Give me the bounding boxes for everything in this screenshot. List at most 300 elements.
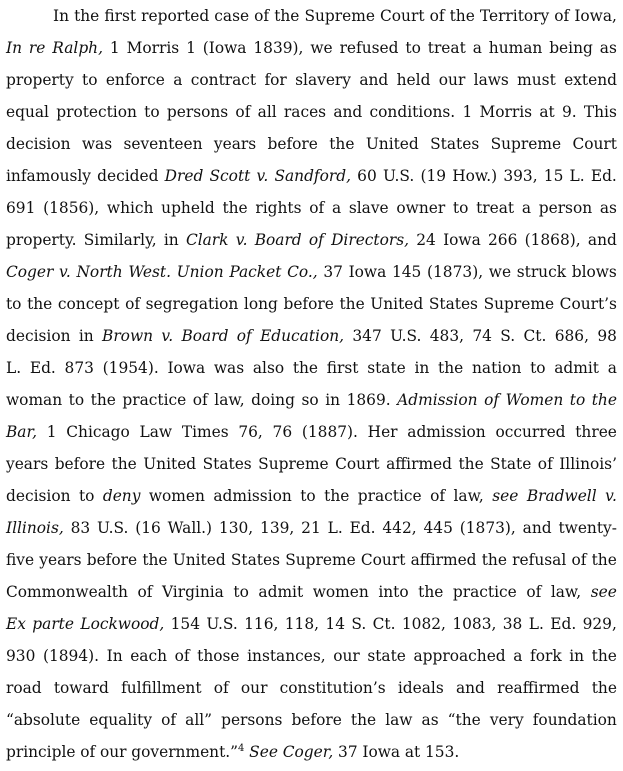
word: law bbox=[385, 711, 413, 729]
text-line bbox=[6, 160, 617, 192]
opinion-paragraph bbox=[6, 0, 617, 768]
word: contract bbox=[190, 71, 257, 89]
word: 116, bbox=[244, 615, 279, 633]
word: equality bbox=[89, 711, 153, 729]
word: protection bbox=[56, 103, 137, 121]
word: 930 bbox=[6, 647, 36, 665]
word: laws bbox=[473, 71, 509, 89]
word: reported bbox=[141, 7, 210, 25]
word: Virginia bbox=[161, 583, 224, 601]
word: Wall.) bbox=[167, 519, 213, 537]
word: Directors, bbox=[331, 231, 410, 249]
word: equal bbox=[6, 103, 49, 121]
word: the bbox=[339, 295, 365, 313]
word: 483, bbox=[429, 327, 465, 345]
word: the bbox=[329, 135, 355, 153]
word: Court bbox=[335, 455, 380, 473]
word: the bbox=[481, 551, 507, 569]
word: L. bbox=[327, 519, 343, 537]
word: ideals bbox=[397, 679, 444, 697]
word: Scott bbox=[209, 167, 251, 185]
text-line bbox=[6, 640, 617, 672]
word: Union bbox=[176, 263, 224, 281]
word: L. bbox=[6, 359, 22, 377]
word: West. bbox=[128, 263, 171, 281]
word: the bbox=[449, 7, 475, 25]
word: the bbox=[111, 455, 137, 473]
word: we bbox=[488, 263, 512, 281]
word: 83 bbox=[70, 519, 91, 537]
word: affirmed bbox=[410, 551, 477, 569]
word: long bbox=[243, 295, 278, 313]
word: owner bbox=[396, 199, 446, 217]
word: years bbox=[213, 135, 257, 153]
text-line bbox=[6, 64, 617, 96]
word: practice bbox=[452, 583, 517, 601]
word: and bbox=[333, 103, 363, 121]
word: woman bbox=[6, 391, 63, 409]
word: 1 bbox=[109, 39, 120, 57]
word: a bbox=[521, 199, 532, 217]
word: to bbox=[452, 199, 469, 217]
word: Territory bbox=[479, 7, 550, 25]
word: 347 bbox=[352, 327, 382, 345]
word: Court’s bbox=[559, 295, 617, 313]
word: the bbox=[274, 7, 300, 25]
word: practice bbox=[122, 391, 187, 409]
word: very bbox=[489, 711, 524, 729]
word: slave bbox=[348, 199, 389, 217]
word: U.S. bbox=[206, 615, 238, 633]
word: of bbox=[235, 103, 251, 121]
word: concept bbox=[57, 295, 120, 313]
word: of bbox=[161, 711, 177, 729]
word: Iowa bbox=[348, 263, 387, 281]
word: in bbox=[414, 359, 430, 377]
word: nation bbox=[471, 359, 522, 377]
word: slavery bbox=[295, 71, 351, 89]
word: See bbox=[249, 743, 278, 761]
word: Lockwood, bbox=[80, 615, 165, 633]
word: Morris bbox=[126, 39, 180, 57]
word: of bbox=[309, 199, 325, 217]
word: persons bbox=[166, 103, 229, 121]
word: first bbox=[104, 7, 137, 25]
text-line bbox=[6, 736, 617, 768]
word: (1954). bbox=[102, 359, 159, 377]
word: of bbox=[430, 487, 446, 505]
word: to bbox=[6, 295, 22, 313]
text-line bbox=[6, 32, 617, 64]
word: 1 bbox=[46, 423, 57, 441]
word: In bbox=[53, 7, 69, 25]
word: refused bbox=[339, 39, 399, 57]
word: Supreme bbox=[258, 455, 329, 473]
word: those bbox=[197, 647, 240, 665]
word: segregation bbox=[145, 295, 239, 313]
word: our bbox=[333, 647, 360, 665]
word: we bbox=[310, 39, 333, 57]
word: 686, bbox=[554, 327, 589, 345]
text-line bbox=[6, 0, 617, 32]
word: seventeen bbox=[123, 135, 203, 153]
word: must bbox=[517, 71, 556, 89]
text-line bbox=[6, 288, 617, 320]
word: case bbox=[214, 7, 250, 25]
word: also bbox=[252, 359, 285, 377]
word: five bbox=[6, 551, 35, 569]
word: 139, bbox=[260, 519, 295, 537]
word: each bbox=[130, 647, 168, 665]
word: (1868), bbox=[524, 231, 581, 249]
word: before bbox=[283, 295, 334, 313]
word: before bbox=[267, 135, 318, 153]
text-line bbox=[6, 320, 617, 352]
word: road bbox=[6, 679, 42, 697]
word: Iowa bbox=[167, 359, 206, 377]
word: in bbox=[163, 231, 179, 249]
word: races bbox=[283, 103, 327, 121]
word: Similarly, bbox=[83, 231, 157, 249]
text-line bbox=[6, 96, 617, 128]
word: of bbox=[137, 583, 153, 601]
word: of bbox=[80, 743, 96, 761]
word: law, bbox=[550, 583, 582, 601]
word: Her bbox=[367, 423, 398, 441]
text-line bbox=[6, 192, 617, 224]
word: years bbox=[6, 455, 49, 473]
footnote-reference: 4 bbox=[238, 742, 245, 754]
word: approached bbox=[413, 647, 506, 665]
word: the bbox=[74, 7, 100, 25]
text-line bbox=[6, 512, 617, 544]
word: (1887). bbox=[301, 423, 358, 441]
word: Brown bbox=[102, 327, 154, 345]
word: our bbox=[99, 743, 127, 761]
word: fork bbox=[530, 647, 562, 665]
word: of bbox=[174, 647, 190, 665]
word: decided bbox=[97, 167, 159, 185]
word: the bbox=[350, 711, 377, 729]
word: the bbox=[458, 455, 484, 473]
word: United bbox=[143, 455, 197, 473]
word: 691 bbox=[6, 199, 36, 217]
word: Iowa, bbox=[574, 7, 617, 25]
word: state bbox=[367, 647, 406, 665]
word: Law bbox=[139, 423, 173, 441]
word: first bbox=[326, 359, 359, 377]
word: rights bbox=[255, 199, 302, 217]
word: foundation bbox=[532, 711, 617, 729]
word: 60 bbox=[357, 167, 377, 185]
word: was bbox=[81, 135, 113, 153]
word: at bbox=[539, 103, 555, 121]
word: person bbox=[538, 199, 593, 217]
word: of bbox=[236, 327, 252, 345]
text-line bbox=[6, 448, 617, 480]
word: 1 bbox=[462, 103, 473, 121]
word: 442, bbox=[382, 519, 417, 537]
word: 24 bbox=[416, 231, 436, 249]
word: (16 bbox=[135, 519, 161, 537]
word: Court bbox=[572, 135, 617, 153]
word: the bbox=[438, 359, 464, 377]
word: Illinois, bbox=[6, 519, 64, 537]
word: Iowa bbox=[362, 743, 401, 761]
word: 98 bbox=[597, 327, 617, 345]
word: “absolute bbox=[6, 711, 81, 729]
word: (1873), bbox=[459, 519, 516, 537]
word: to bbox=[144, 103, 160, 121]
word: 1082, bbox=[401, 615, 446, 633]
word: Supreme bbox=[483, 295, 555, 313]
word: Board bbox=[254, 231, 302, 249]
word: extend bbox=[564, 71, 617, 89]
word: 76 bbox=[272, 423, 293, 441]
word: U.S. bbox=[97, 519, 129, 537]
word: upheld bbox=[161, 199, 215, 217]
word: Sandford, bbox=[274, 167, 351, 185]
word: law, bbox=[214, 391, 245, 409]
word: a bbox=[607, 359, 617, 377]
word: as bbox=[599, 39, 617, 57]
word: to bbox=[300, 487, 316, 505]
word: Ed. bbox=[349, 519, 376, 537]
word: Bradwell bbox=[526, 487, 597, 505]
word: 873 bbox=[64, 359, 94, 377]
word: decision bbox=[6, 487, 71, 505]
text-line bbox=[6, 224, 617, 256]
word: admit bbox=[258, 583, 304, 601]
word: doing bbox=[251, 391, 295, 409]
text-line bbox=[6, 256, 617, 288]
word: fulfillment bbox=[121, 679, 202, 697]
word: of bbox=[254, 7, 270, 25]
word: Ct. bbox=[372, 615, 396, 633]
word: our bbox=[438, 71, 466, 89]
word: “the bbox=[447, 711, 481, 729]
word: to bbox=[233, 583, 249, 601]
word: (Iowa bbox=[202, 39, 247, 57]
word: Board bbox=[181, 327, 229, 345]
word: and bbox=[522, 519, 552, 537]
word: 74 bbox=[472, 327, 492, 345]
word: Admission bbox=[397, 391, 478, 409]
word: Education, bbox=[260, 327, 345, 345]
word: 1 bbox=[186, 39, 196, 57]
word: States bbox=[428, 295, 478, 313]
word: Co., bbox=[287, 263, 318, 281]
word: to bbox=[530, 359, 546, 377]
word: decision bbox=[6, 135, 71, 153]
word: the bbox=[591, 391, 617, 409]
word: 38 bbox=[502, 615, 523, 633]
word: the bbox=[292, 359, 319, 377]
word: a bbox=[331, 199, 342, 217]
word: States bbox=[230, 551, 280, 569]
word: Chicago bbox=[66, 423, 130, 441]
word: before bbox=[86, 551, 138, 569]
word: This bbox=[583, 103, 617, 121]
word: Ex bbox=[6, 615, 26, 633]
text-line bbox=[6, 576, 617, 608]
word: Packet bbox=[229, 263, 282, 281]
word: state bbox=[367, 359, 406, 377]
word: admission bbox=[407, 423, 486, 441]
word: all bbox=[257, 103, 277, 121]
word: v. bbox=[235, 231, 248, 249]
word: to bbox=[68, 391, 85, 409]
word: U.S. bbox=[382, 167, 415, 185]
word: see bbox=[590, 583, 617, 601]
word: in bbox=[78, 327, 94, 345]
word: 393, bbox=[503, 167, 538, 185]
word: 76, bbox=[238, 423, 263, 441]
word: Supreme bbox=[304, 7, 375, 25]
word: (1894). bbox=[42, 647, 100, 665]
word: the bbox=[591, 647, 617, 665]
word: United bbox=[365, 135, 419, 153]
word: women bbox=[148, 487, 205, 505]
word: the bbox=[591, 679, 617, 697]
word: to bbox=[82, 71, 98, 89]
text-line bbox=[6, 352, 617, 384]
word: the bbox=[591, 551, 617, 569]
word: in bbox=[569, 647, 585, 665]
word: the bbox=[418, 583, 444, 601]
word: U.S. bbox=[390, 327, 422, 345]
word: persons bbox=[221, 711, 283, 729]
word: States bbox=[430, 135, 480, 153]
word: to bbox=[569, 391, 586, 409]
word: infamously bbox=[6, 167, 91, 185]
word: (1856), bbox=[43, 199, 100, 217]
word: 153. bbox=[425, 743, 460, 761]
word: In bbox=[6, 39, 22, 57]
word: Coger, bbox=[282, 743, 334, 761]
word: Clark bbox=[185, 231, 229, 249]
word: the bbox=[27, 295, 53, 313]
word: of bbox=[571, 551, 587, 569]
word: Court bbox=[380, 7, 425, 25]
word: (1873), bbox=[427, 263, 484, 281]
word: of bbox=[192, 391, 208, 409]
word: years bbox=[39, 551, 82, 569]
word: v. bbox=[256, 167, 269, 185]
word: 37 bbox=[338, 743, 358, 761]
word: 9. bbox=[561, 103, 577, 121]
word: decision bbox=[6, 327, 71, 345]
word: of bbox=[484, 391, 500, 409]
word: re bbox=[28, 39, 46, 57]
word: Ed. bbox=[590, 167, 617, 185]
word: twenty- bbox=[558, 519, 617, 537]
word: Ed. bbox=[550, 615, 577, 633]
word: 445 bbox=[423, 519, 453, 537]
word: In bbox=[106, 647, 123, 665]
word: Ct. bbox=[523, 327, 547, 345]
word: 130, bbox=[218, 519, 254, 537]
text-line bbox=[6, 416, 617, 448]
word: before bbox=[291, 711, 342, 729]
word: the bbox=[90, 391, 116, 409]
word: to bbox=[78, 487, 95, 505]
word: United bbox=[370, 295, 424, 313]
word: treat bbox=[427, 39, 466, 57]
word: was bbox=[213, 359, 245, 377]
word: v. bbox=[605, 487, 617, 505]
word: Iowa bbox=[443, 231, 481, 249]
word: a bbox=[513, 647, 523, 665]
word: for bbox=[264, 71, 287, 89]
word: of bbox=[213, 679, 229, 697]
text-line bbox=[6, 544, 617, 576]
word: which bbox=[106, 199, 154, 217]
word: 145 bbox=[391, 263, 422, 281]
word: and bbox=[359, 71, 389, 89]
word: Court bbox=[360, 551, 406, 569]
word: refusal bbox=[512, 551, 567, 569]
word: L. bbox=[528, 615, 544, 633]
word: admit bbox=[554, 359, 599, 377]
word: and bbox=[587, 231, 617, 249]
word: North bbox=[76, 263, 123, 281]
word: women bbox=[312, 583, 369, 601]
word: instances, bbox=[247, 647, 326, 665]
word: to bbox=[405, 39, 421, 57]
word: at bbox=[404, 743, 421, 761]
word: 15 bbox=[543, 167, 564, 185]
word: Ralph, bbox=[52, 39, 103, 57]
word: three bbox=[575, 423, 617, 441]
word: 1083, bbox=[452, 615, 497, 633]
word: deny bbox=[102, 487, 141, 505]
word: parte bbox=[32, 615, 74, 633]
word: all” bbox=[185, 711, 213, 729]
word: a bbox=[472, 39, 482, 57]
word: into bbox=[378, 583, 409, 601]
word: Times bbox=[181, 423, 229, 441]
word: S. bbox=[351, 615, 367, 633]
word: 118, bbox=[284, 615, 320, 633]
word: conditions. bbox=[369, 103, 456, 121]
text-line bbox=[6, 128, 617, 160]
text-line bbox=[6, 480, 617, 512]
word: 21 bbox=[301, 519, 321, 537]
word: blows bbox=[571, 263, 617, 281]
word: of bbox=[429, 7, 445, 25]
word: Bar, bbox=[6, 423, 38, 441]
text-line bbox=[6, 704, 617, 736]
word: being bbox=[549, 39, 593, 57]
word: State bbox=[490, 455, 532, 473]
word: of bbox=[554, 7, 570, 25]
word: Coger bbox=[6, 263, 54, 281]
word: admission bbox=[213, 487, 292, 505]
word: Dred bbox=[164, 167, 204, 185]
word: States bbox=[202, 455, 252, 473]
word: 1839), bbox=[253, 39, 304, 57]
word: and bbox=[455, 679, 485, 697]
word: (19 bbox=[420, 167, 447, 185]
word: enforce bbox=[105, 71, 165, 89]
word: as bbox=[421, 711, 439, 729]
word: L. bbox=[569, 167, 585, 185]
word: of bbox=[308, 231, 324, 249]
word: United bbox=[172, 551, 226, 569]
word: 929, bbox=[582, 615, 617, 633]
word: constitution’s bbox=[279, 679, 386, 697]
